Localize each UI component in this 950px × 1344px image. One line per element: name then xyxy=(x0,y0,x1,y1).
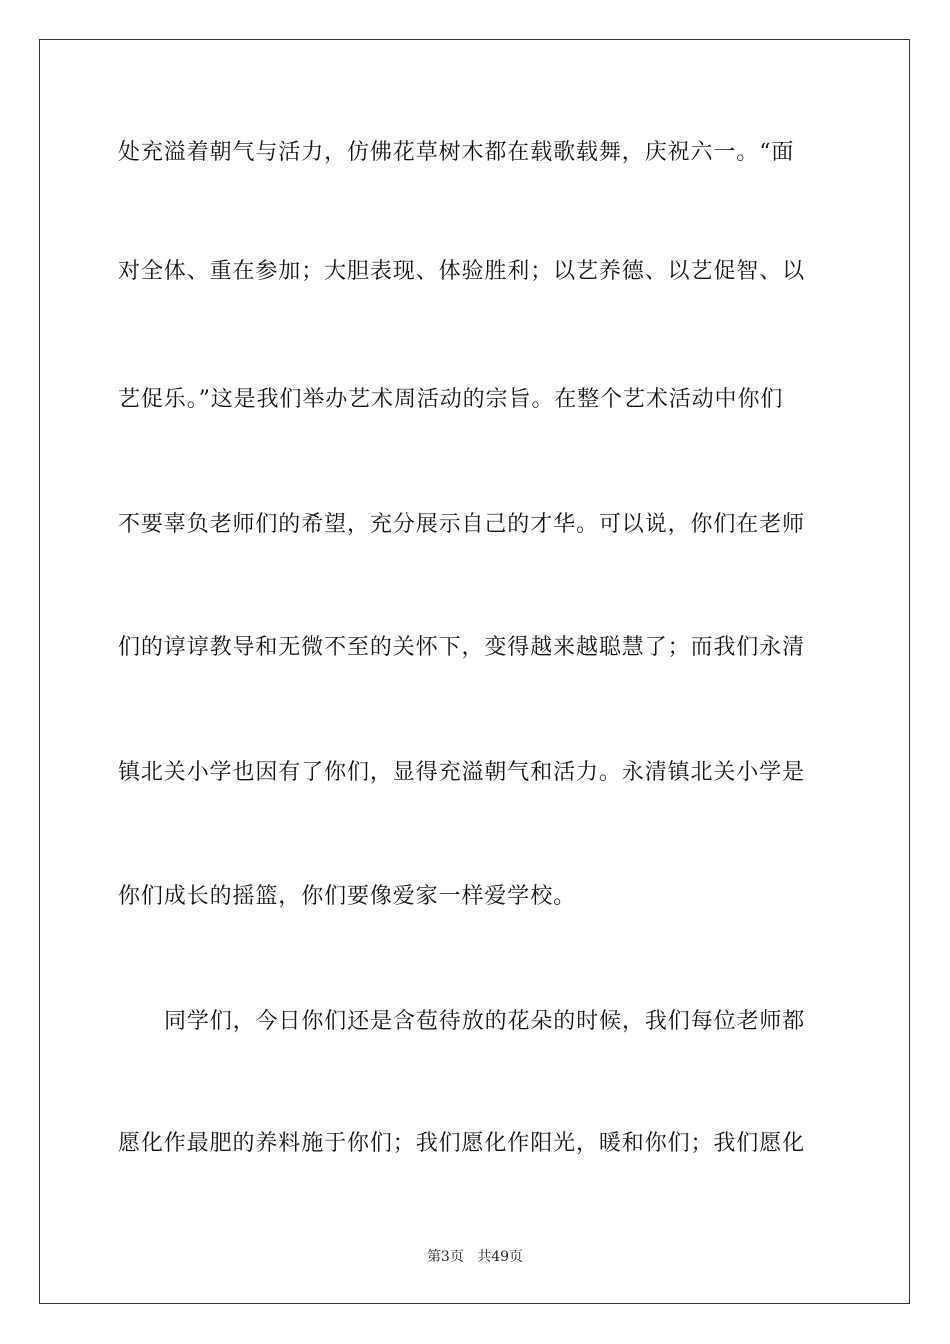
body-text-line: 镇北关小学也因有了你们，显得充溢朝气和活力。永清镇北关小学是 xyxy=(118,760,806,785)
body-text-line: 们的谆谆教导和无微不至的关怀下，变得越来越聪慧了；而我们永清 xyxy=(118,635,806,660)
total-pages: 共49页 xyxy=(477,1249,524,1265)
body-text-line: 艺促乐。”这是我们举办艺术周活动的宗旨。在整个艺术活动中你们 xyxy=(118,387,784,412)
paragraph-start-line: 同学们，今日你们还是含苞待放的花朵的时候，我们每位老师都 xyxy=(164,1009,806,1034)
body-text-line: 愿化作最肥的养料施于你们；我们愿化作阳光，暖和你们；我们愿化 xyxy=(118,1131,806,1156)
body-text-line: 不要辜负老师们的希望，充分展示自己的才华。可以说，你们在老师 xyxy=(118,512,806,537)
page-border xyxy=(39,39,910,1304)
body-text-line: 对全体、重在参加；大胆表现、体验胜利；以艺养德、以艺促智、以 xyxy=(118,259,806,284)
body-text-line: 你们成长的摇篮，你们要像爱家一样爱学校。 xyxy=(118,884,577,909)
page-footer xyxy=(0,1248,950,1266)
page-number: 第3页 xyxy=(426,1249,464,1265)
body-text-line: 处充溢着朝气与活力，仿佛花草树木都在载歌载舞，庆祝六一。“面 xyxy=(118,140,795,165)
